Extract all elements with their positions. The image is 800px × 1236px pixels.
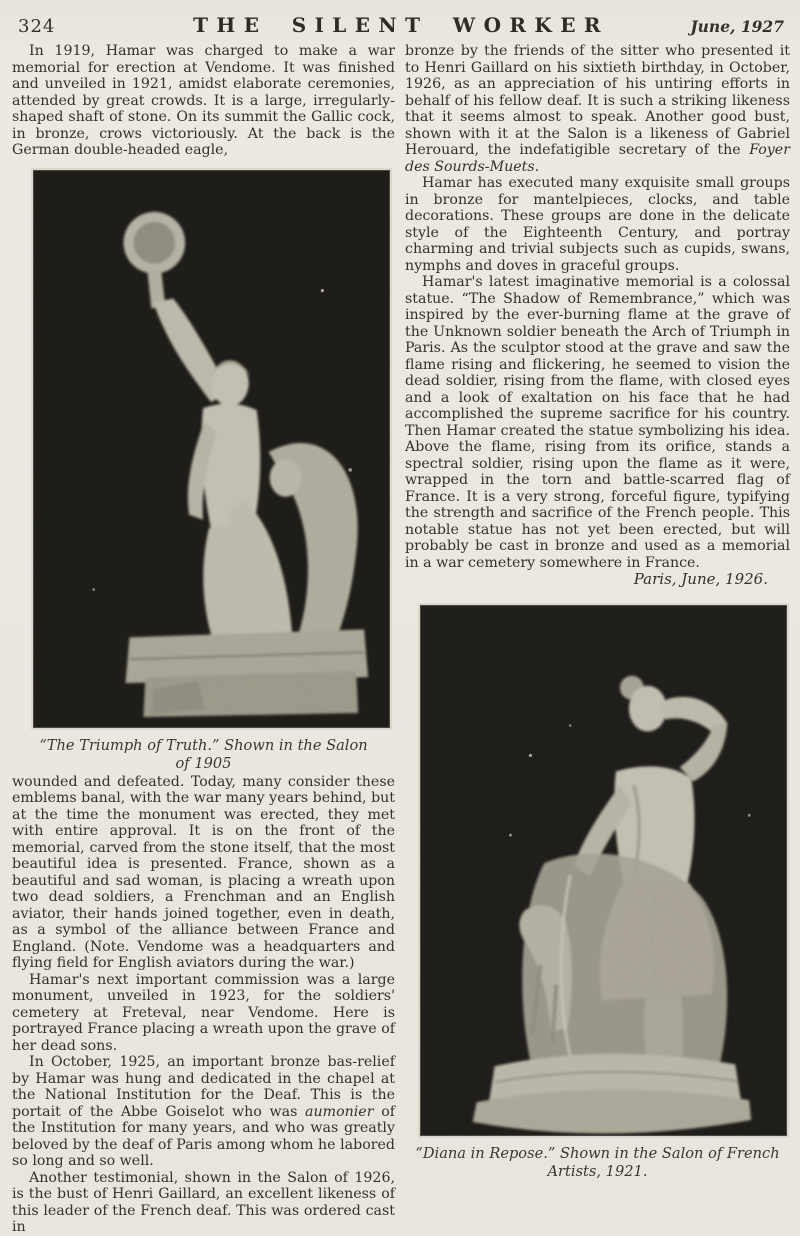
photo-diana-in-repose-statue: [420, 605, 787, 1136]
issue-date: June, 1927: [690, 17, 784, 36]
paragraph-bas-relief-text: In October, 1925, an important bronze bas-relief by Hamar was hung and dedicated in the chapel at the National Institution for the Deaf. This is the portait of the Abbe Goiselot who was: [12, 1054, 395, 1120]
paragraph-memorial-front: wounded and defeated. Today, many consider these emblems banal, with the war many years behind, but at the time the monument was erected, they met with entire approval. It is on the front of the memorial, carved from the stone itself, that the most beautiful idea is presented. France, shown as a beautiful and sad woman, is placing a wreath upon two dead soldiers, a Frenchman and an English aviator, their hands joined together, even in death, as a symbol of the alliance between France and England. (Note. Vendome was a headquarters and flying field for English aviators during the war.): [12, 773, 395, 971]
paragraph-bas-relief-text-end: of the Institution for many years, and who was greatly beloved by the deaf of Paris among whom he labored so long and so well.: [12, 1103, 395, 1169]
paragraph-small-groups: Hamar has executed many exquisite small groups in bronze for mantelpieces, clocks, and table decorations. These groups are done in the delicate style of the Eighteenth Century, and portray charming and trivial subjects such as cupids, swans, nymphs and doves in graceful groups.: [405, 175, 790, 274]
page-number: 324: [18, 16, 56, 37]
right-column: [405, 43, 790, 1236]
figure1-caption: [12, 737, 395, 774]
page-header: [0, 0, 800, 41]
paragraph-shadow-of-remembrance: Hamar's latest imaginative memorial is a colossal statue. “The Shadow of Remembrance,” which was inspired by the ever-burning flame at the grave of the Unknown soldier beneath the Arch of Triumph in Paris. As the sculptor stood at the grave and saw the flame rising and flickering, he seemed to vision the dead soldier, rising from the flame, with closed eyes and a look of exaltation on his face that he had accomplished the supreme sacrifice for his country. Then Hamar created the statue symbolizing his idea. Above the flame, rising from its orifice, stands a spectral soldier, rising upon the flame as it were, wrapped in the torn and battle-scarred flag of France. It is a very strong, forceful figure, typifying the strength and sacrifice of the French people. This notable statue has not yet been erected, but will probably be cast in bronze and used as a memorial in a war cemetery somewhere in France.: [405, 274, 790, 571]
left-column: [12, 43, 395, 1236]
figure2-caption-line1: “Diana in Repose.” Shown in the Salon of French: [415, 1144, 780, 1162]
diana-in-repose-illustration: [421, 606, 786, 1135]
paragraph-gaillard-bronze: [405, 43, 790, 175]
figure1-caption-line1: “The Triumph of Truth.” Shown in the Salon: [39, 736, 368, 754]
article-signoff: Paris, June, 1926.: [633, 570, 768, 588]
triumph-of-truth-illustration: [34, 171, 389, 727]
foyer-des-sourds-muets-italic: Foyer des Sourds-Muets: [405, 142, 790, 175]
figure2-caption-line2: Artists, 1921.: [547, 1163, 648, 1180]
paragraph-gaillard-bronze-end: .: [534, 158, 540, 175]
figure1-caption-line2: of 1905: [175, 755, 232, 772]
photo-triumph-of-truth-statue: [33, 170, 390, 728]
figure2-caption: [405, 1145, 790, 1182]
paragraph-gaillard-bust: Another testimonial, shown in the Salon of 1926, is the bust of Henri Gaillard, an excellent likeness of this leader of the French deaf. This was ordered cast in: [12, 1169, 395, 1235]
aumonier-italic: aumonier: [305, 1103, 374, 1120]
paragraph-war-memorial: In 1919, Hamar was charged to make a war memorial for erection at Vendome. It was finished and unveiled in 1921, amidst elaborate ceremonies, attended by great crowds. It is a large, irregularly-shaped shaft of stone. On its summit the Gallic cock, in bronze, crows victoriously. At the back is the German double-headed eagle,: [12, 43, 395, 158]
paragraph-freteval-monument: Hamar's next important commission was a large monument, unveiled in 1923, for the soldiers' cemetery at Freteval, near Vendome. Here is portrayed France placing a wreath upon the grave of her dead sons.: [12, 971, 396, 1054]
article-columns: [0, 41, 800, 1236]
paragraph-gaillard-bronze-text: bronze by the friends of the sitter who presented it to Henri Gaillard on his sixtieth birthday, in October, 1926, as an appreciation of his untiring efforts in behalf of his fellow deaf. It is such a striking likeness that it seems almost to speak. Another good bust, shown with it at the Salon is a likeness of Gabriel Herouard, the indefatigible secretary of the: [405, 43, 790, 158]
journal-title: THE SILENT WORKER: [193, 13, 609, 37]
paragraph-bas-relief: [12, 1054, 395, 1170]
